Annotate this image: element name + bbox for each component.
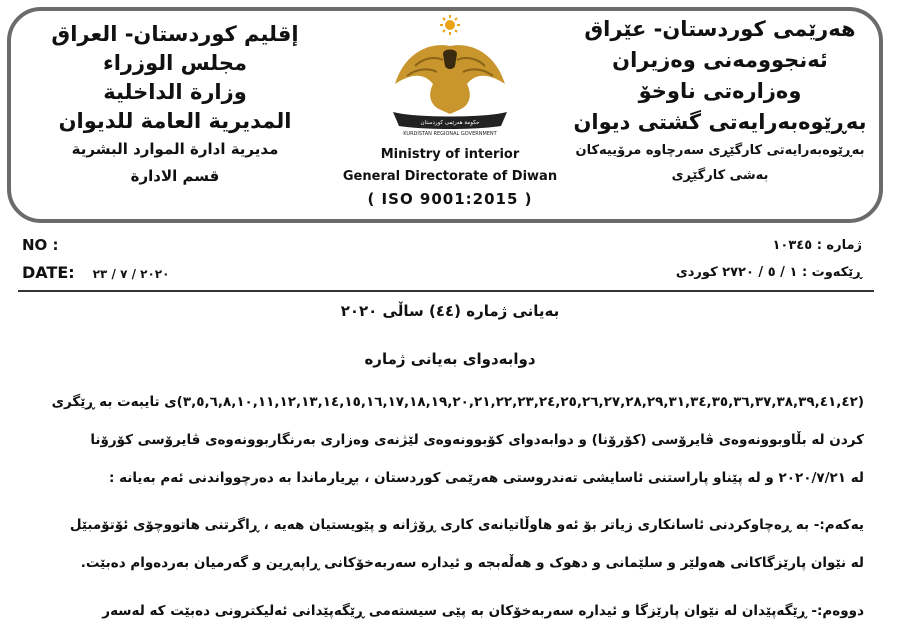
- date-field: [22, 263, 169, 282]
- statement-line-5: لە نێوان پارێزگاکانی هەولێر و سلێمانی و دهوک و هەڵەبجە و ئیدارە سەربەخۆکانی ڕاپەڕین و گەرمیان بەردەوام دەبێت.: [80, 555, 864, 571]
- arabic-hr-directorate: مديرية ادارة الموارد البشرية: [71, 140, 279, 158]
- kurdish-date-field: [676, 265, 862, 280]
- arabic-directorate: المديرية العامة للديوان: [58, 109, 292, 133]
- statement-line-6: دووەم:- ڕێگەپێدان لە نێوان پارێزگا و ئیدارە سەربەخۆکان بە پێی سیستەمی ڕێگەپێدانی ئەلیکترونی دەبێت کە لەسەر: [102, 603, 864, 619]
- statement-line-3: لە ٢٠٢٠/٧/٢١ و لە پێناو پاراستنی ئاسایشی تەندروستی هەرێمی کوردستان ، بڕیارماندا بە دەرچوواندنی ئەم بەیانە :: [108, 470, 864, 486]
- statement-line-4: یەکەم:- بە ڕەچاوکردنی ئاسانکاری زیاتر بۆ ئەو هاوڵاتیانەی کاری ڕۆژانە و پێویستیان هەیە ، ڕاگرتنی هاتووچۆی ئۆتۆمبێل: [69, 517, 864, 533]
- sun-icon: [440, 15, 460, 35]
- kurdish-hr-directorate: بەڕێوەبەرایەتی کارگێڕی سەرچاوە مرۆییەکان: [575, 143, 865, 158]
- kurdish-directorate: بەڕێوەبەرایەتی گشتی دیوان: [573, 110, 867, 134]
- reference-number-label: NO :: [22, 236, 59, 254]
- kurdish-council: ئەنجوومەنی وەزیران: [612, 48, 828, 72]
- kurdish-letterhead: [570, 14, 870, 188]
- english-directorate: General Directorate of Diwan: [342, 169, 558, 184]
- kurdish-date-label: ڕێکەوت :: [801, 265, 862, 280]
- kurdish-date-value: ١ / ٥ / ٢٧٢٠ کوردی: [675, 265, 798, 280]
- emblem-banner-text: حكومة هەرێمی کوردستان: [420, 120, 480, 126]
- kurdish-number-label: ژمارە :: [816, 238, 862, 253]
- kurdish-number-field: [772, 238, 862, 253]
- date-value: ٢٠٢٠ / ٧ / ٢٣: [92, 267, 170, 281]
- statement-line-1: (٣,٥,٦,٨,١٠,١١,١٢,١٣,١٤,١٥,١٦,١٧,١٨,١٩,٢٠,٢١,٢٢,٢٣,٢٤,٢٥,٢٦,٢٧,٢٨,٢٩,٣١,٣٤,٣٥,٣٦,٣٧,٣٨,٣٩,٤١,٤٢)ی تایبەت بە ڕێگری: [51, 394, 864, 410]
- emblem-banner-text-en: KURDISTAN REGIONAL GOVERNMENT: [403, 131, 497, 136]
- arabic-letterhead: [40, 20, 310, 190]
- kurdish-ministry: وەزارەتی ناوخۆ: [638, 79, 802, 103]
- header-divider: [18, 290, 874, 292]
- statement-subtitle: دوابەدوای بەیانی ژمارە: [364, 350, 536, 368]
- english-letterhead: [330, 144, 570, 210]
- statement-line-2: کردن لە بڵاوبوونەوەی ڤایرۆسی (کۆرۆنا) و دوابەدوای کۆبوونەوەی لێژنەی وەزاری بەرنگاربوونەوەی ڤایرۆسی کۆرۆنا: [90, 432, 864, 448]
- kurdistan-eagle-emblem-icon: [385, 14, 515, 136]
- arabic-region: إقليم كوردستان- العراق: [51, 22, 299, 46]
- kurdish-region: هەرێمی کوردستان- عێراق: [584, 17, 856, 41]
- arabic-council: مجلس الوزراء: [102, 51, 248, 75]
- date-label: DATE:: [22, 263, 75, 282]
- kurdish-number-value: ١٠٣٤٥: [772, 238, 813, 253]
- english-ministry: Ministry of interior: [380, 147, 520, 162]
- statement-title: بەیانی ژمارە (٤٤) ساڵی ٢٠٢٠: [340, 302, 560, 320]
- iso-certification: ( ISO 9001:2015 ): [367, 190, 533, 208]
- arabic-section: قسم الادارة: [130, 167, 220, 185]
- kurdish-section: بەشی کارگێڕی: [671, 168, 769, 183]
- arabic-ministry: وزارة الداخلية: [103, 80, 247, 104]
